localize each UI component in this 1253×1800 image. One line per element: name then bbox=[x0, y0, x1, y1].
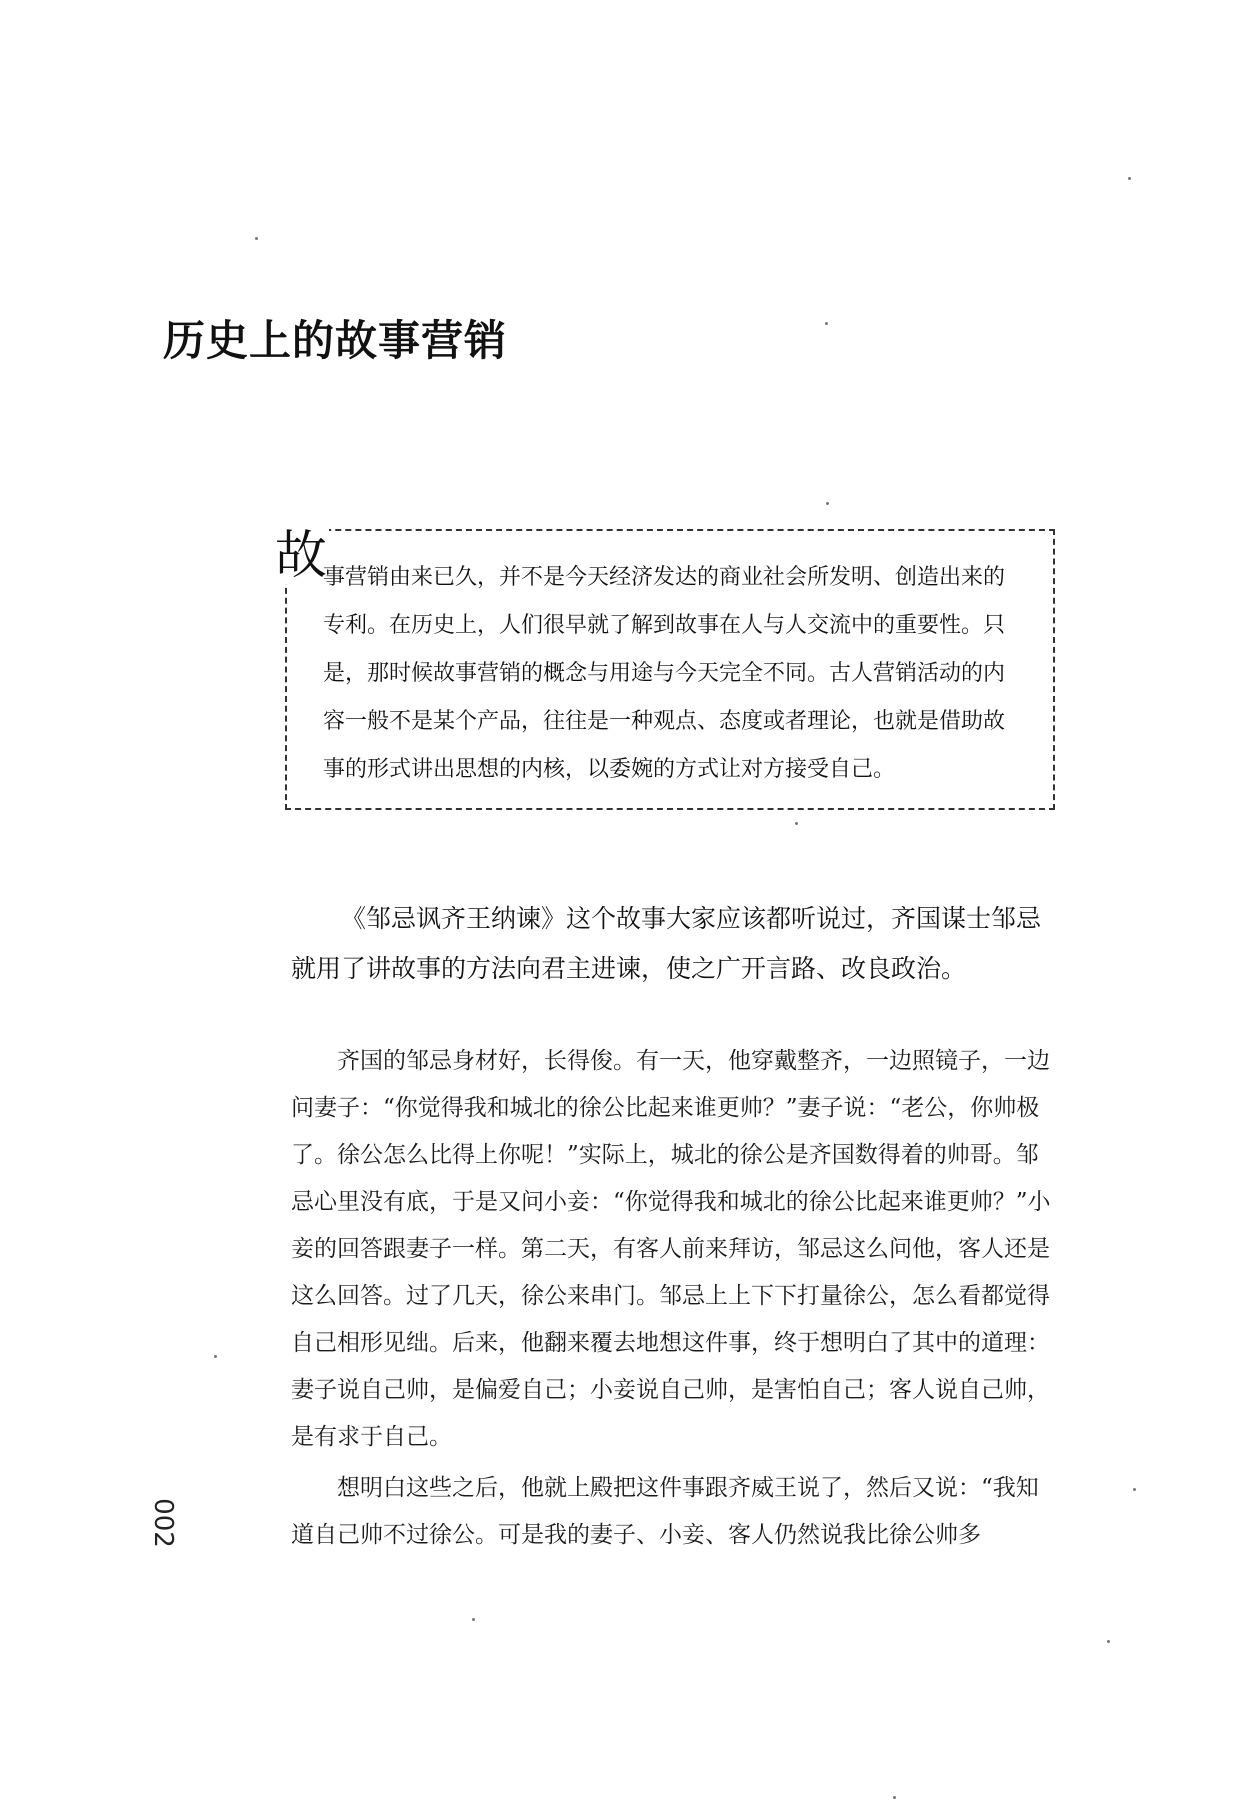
scan-speck bbox=[795, 822, 798, 825]
scan-speck bbox=[825, 322, 828, 325]
intro-line: 容一般不是某个产品，往往是一种观点、态度或者理论，也就是借助故 bbox=[323, 709, 1006, 734]
intro-line: 事营销由来已久，并不是今天经济发达的商业社会所发明、创造出来的 bbox=[323, 565, 1006, 590]
scan-speck bbox=[1107, 1640, 1110, 1643]
chapter-title: 历史上的故事营销 bbox=[163, 316, 508, 365]
story-paragraph: 想明白这些之后，他就上殿把这件事跟齐威王说了，然后又说：“我知道自己帅不过徐公。可是我的妻子、小妾、客人仍然说我比徐公帅多 bbox=[291, 1475, 1039, 1548]
scan-speck bbox=[255, 237, 258, 240]
story-body bbox=[291, 1038, 1055, 1563]
lead-paragraph: 《邹忌讽齐王纳谏》这个故事大家应该都听说过，齐国谋士邹忌就用了讲故事的方法向君主进谏，使之广开言路、改良政治。 bbox=[291, 904, 1042, 983]
scan-speck bbox=[826, 502, 829, 505]
lead-paragraph-block bbox=[291, 894, 1055, 994]
intro-drop-cap: 故 bbox=[275, 526, 328, 586]
intro-text bbox=[323, 554, 1038, 794]
page-number: 002 bbox=[147, 1498, 178, 1548]
scan-speck bbox=[1133, 1488, 1136, 1491]
scan-speck bbox=[893, 1796, 896, 1799]
scan-speck bbox=[214, 1355, 217, 1358]
scan-speck bbox=[472, 1618, 475, 1621]
story-paragraph: 齐国的邹忌身材好，长得俊。有一天，他穿戴整齐，一边照镜子，一边问妻子：“你觉得我和城北的徐公比起来谁更帅？”妻子说：“老公，你帅极了。徐公怎么比得上你呢！”实际上，城北的徐公是齐国数得着的帅哥。邹忌心里没有底，于是又问小妾：“你觉得我和城北的徐公比起来谁更帅？”小妾的回答跟妻子一样。第二天，有客人前来拜访，邹忌这么问他，客人还是这么回答。过了几天，徐公来串门。邹忌上上下下打量徐公，怎么看都觉得自己相形见绌。后来，他翻来覆去地想这件事，终于想明白了其中的道理：妻子说自己帅，是偏爱自己；小妾说自己帅，是害怕自己；客人说自己帅，是有求于自己。 bbox=[291, 1048, 1051, 1450]
intro-line: 是，那时候故事营销的概念与用途与今天完全不同。古人营销活动的内 bbox=[323, 661, 1006, 686]
scan-speck bbox=[1128, 177, 1131, 180]
intro-line: 事的形式讲出思想的内核，以委婉的方式让对方接受自己。 bbox=[323, 757, 896, 782]
intro-line: 专利。在历史上，人们很早就了解到故事在人与人交流中的重要性。只 bbox=[323, 613, 1006, 638]
